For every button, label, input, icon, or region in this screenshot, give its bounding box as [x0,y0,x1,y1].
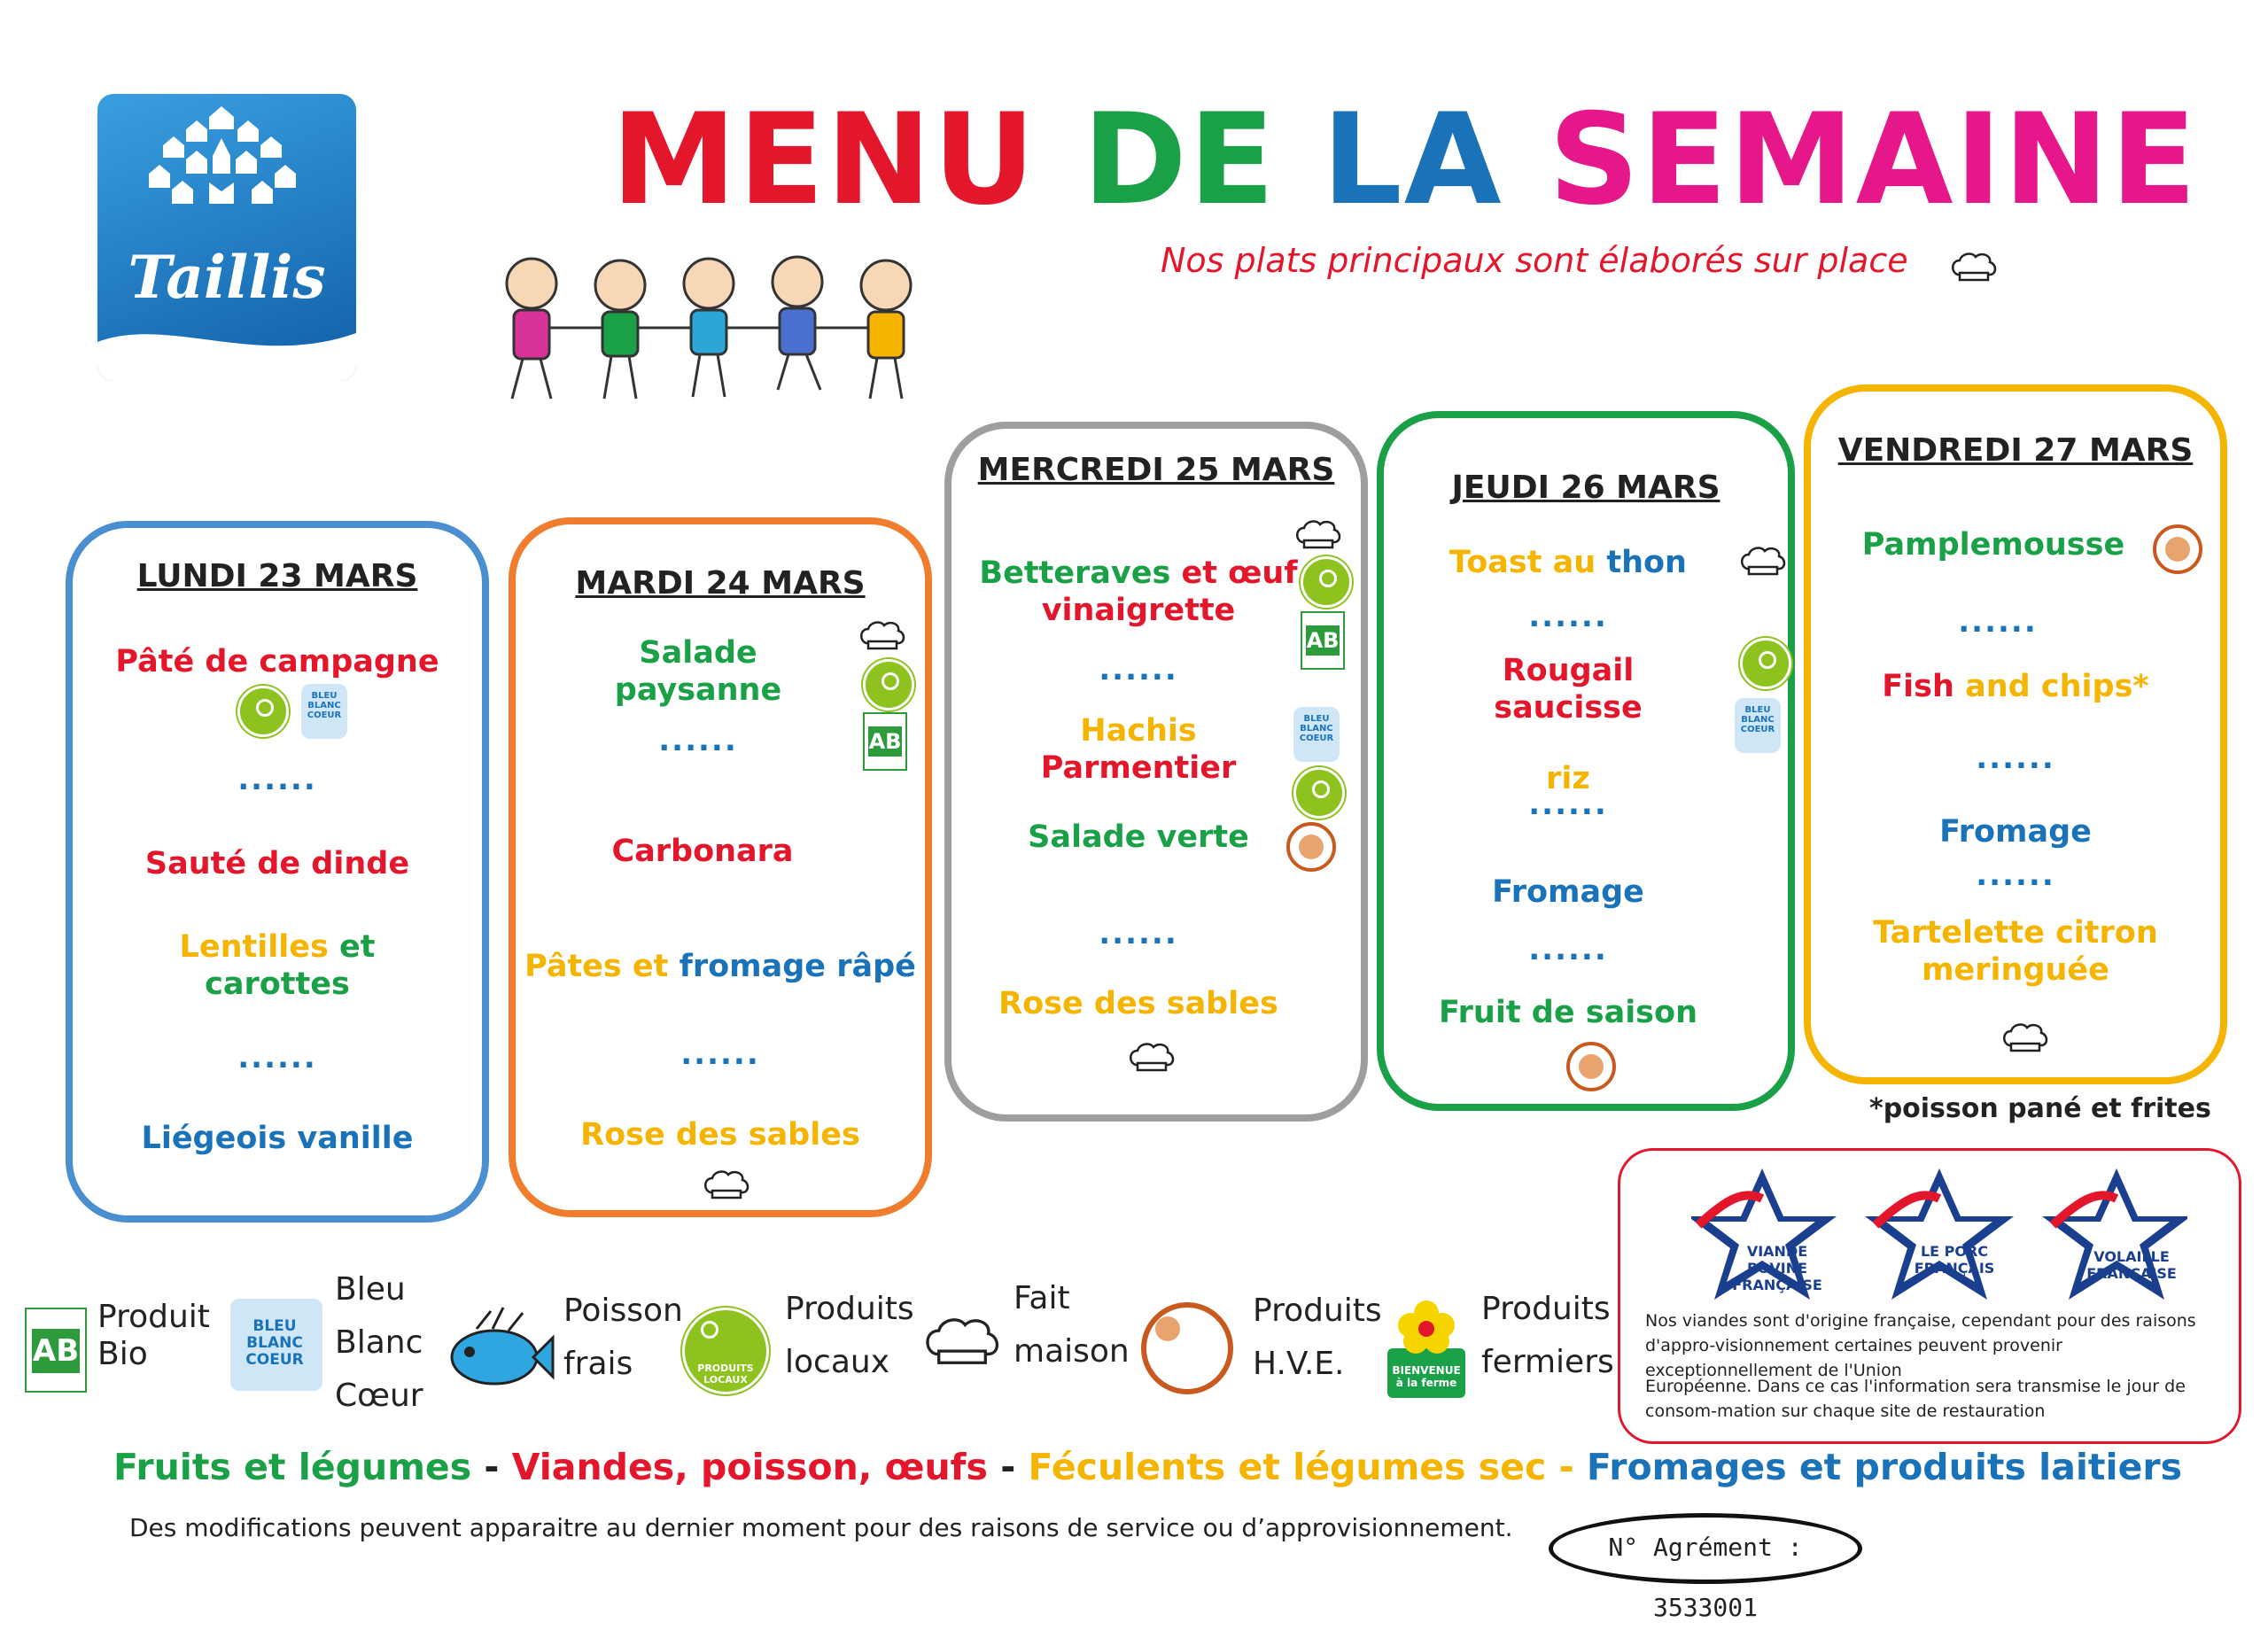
separator: ...... [1528,599,1608,634]
meat-origin-text-2: Européenne. Dans ce cas l'information sera transmise le jour de consom-mation sur chaque site de restauration [1645,1377,2186,1421]
menu-item: Pâtes et fromage râpé [524,949,916,984]
separator: ...... [1976,741,2055,776]
farm-badge-text: BIENVENUE à la ferme [1392,1364,1461,1389]
menu-item: Salade verte [1028,819,1249,855]
fish-icon [441,1302,555,1400]
title-word-1: MENU [611,87,1037,233]
hve-icon [1141,1302,1233,1394]
chef-hat-icon [1127,1040,1177,1072]
bleu-blanc-coeur-icon: BLEU BLANC COEUR [1293,707,1340,762]
separator: ...... [1528,932,1608,967]
legend-fish-label: Poisson frais [563,1293,683,1382]
day-card-friday [1804,384,2227,1084]
separator: ...... [1958,604,2038,640]
menu-item: Fromage [1492,874,1644,910]
bleu-blanc-coeur-icon: BLEU BLANC COEUR [1735,698,1781,753]
hve-icon [1286,822,1336,872]
menu-item: Toast au thon [1449,545,1687,580]
separator: ...... [237,762,317,797]
title-word-4: SEMAINE [1549,87,2199,233]
taillis-logo [97,94,356,381]
separator: ...... [1528,787,1608,822]
children-illustration [487,248,948,408]
menu-item: riz [1546,761,1590,796]
menu-item: Rougail saucisse [1494,653,1643,726]
chef-hat-icon [858,618,907,650]
menu-item: Fromage [1939,814,2092,850]
menu-item: Liégeois vanille [141,1121,414,1156]
disclaimer-text: Des modifications peuvent apparaitre au dernier moment pour des raisons de service ou d’approvisionnement. [129,1513,1513,1542]
menu-item: Sauté de dinde [144,846,410,881]
menu-item: Hachis Parmentier [1040,713,1237,786]
menu-item: Fish and chips* [1882,669,2149,704]
legend-bbc-label: Bleu Blanc Cœur [335,1271,423,1414]
legend-homemade-label: Fait maison [1014,1280,1130,1370]
label-poultry: VOLAILLE FRANÇAISE [2086,1248,2177,1282]
bleu-blanc-coeur-icon: BLEU BLANC COEUR [230,1299,322,1391]
menu-item: Carbonara [611,834,794,869]
day-title: LUNDI 23 MARS [136,558,418,594]
title-word-3: LA [1322,87,1503,233]
legend-hve-label: Produits H.V.E. [1253,1293,1382,1382]
menu-item: Tartelette citron meringuée [1873,915,2158,988]
local-products-icon [1740,638,1791,689]
menu-item: Pamplemousse [1861,527,2125,563]
local-products-icon [237,686,289,737]
title-word-2: DE [1082,87,1277,233]
logo-text: Taillis [128,243,326,312]
page-subtitle: Nos plats principaux sont élaborés sur place [1161,241,1908,280]
organic-ab-icon: AB [1301,611,1345,670]
separator: ...... [1099,652,1178,687]
hve-icon [1566,1042,1616,1091]
menu-item: Rose des sables [580,1117,860,1153]
hve-icon [2153,524,2202,574]
organic-ab-icon: AB [863,712,907,771]
separator: ...... [1976,858,2055,893]
legend-farm-label: Produits fermiers [1481,1291,1614,1380]
day-card-tuesday [509,517,932,1217]
legend-local-label: Produits locaux [785,1291,914,1380]
food-category-key: Fruits et légumes - Viandes, poisson, œufs - Féculents et légumes sec - Fromages et produits laitiers [113,1446,2183,1488]
menu-item: Lentilles et carottes [179,929,376,1002]
friday-footnote: *poisson pané et frites [1869,1093,2211,1124]
meat-origin-box [1618,1148,2241,1444]
day-card-thursday [1377,411,1795,1111]
local-products-icon [1301,556,1352,608]
label-beef: VIANDE BOVINE FRANÇAISE [1732,1243,1822,1293]
legend-bio-label: Produit Bio [97,1299,210,1372]
logo-houses-icon [97,94,356,381]
day-title: MERCREDI 25 MARS [977,452,1335,488]
label-pork: LE PORC FRANÇAIS [1914,1243,1995,1277]
chef-hat-icon [1949,250,1999,282]
day-card-wednesday [944,422,1368,1122]
day-title: MARDI 24 MARS [575,565,866,602]
agrement-badge [1549,1513,1862,1622]
local-products-icon [863,659,914,710]
organic-ab-icon: AB [25,1308,87,1393]
chef-hat-icon [1738,544,1788,576]
day-title: JEUDI 26 MARS [1451,470,1720,506]
chef-hat-icon [1293,517,1343,549]
local-products-icon [1293,767,1345,819]
separator: ...... [237,1040,317,1075]
day-title: VENDREDI 27 MARS [1837,432,2194,469]
separator: ...... [658,723,738,758]
menu-item: Betteraves et œuf vinaigrette [979,555,1298,628]
day-card-monday [66,521,489,1223]
menu-item: Salade paysanne [614,635,782,708]
separator: ...... [680,1036,760,1072]
chef-hat-icon [921,1311,1003,1368]
bleu-blanc-coeur-icon: BLEU BLANC COEUR [301,684,347,739]
menu-item: Pâté de campagne [115,644,439,679]
chef-hat-icon [702,1168,751,1199]
agrement-text: N° Agrément : 3533001 [1608,1533,1803,1622]
meat-origin-text-1: Nos viandes sont d'origine française, cependant pour des raisons d'appro-visionnement certaines peuvent provenir exceptionnellement de l'Union [1645,1311,2196,1380]
separator: ...... [1099,916,1178,951]
local-badge-text: PRODUITS LOCAUX [697,1362,754,1386]
menu-item: Rose des sables [998,986,1278,1021]
chef-hat-icon [2000,1021,2050,1052]
menu-item: Fruit de saison [1439,995,1697,1030]
page-title [611,87,2199,233]
